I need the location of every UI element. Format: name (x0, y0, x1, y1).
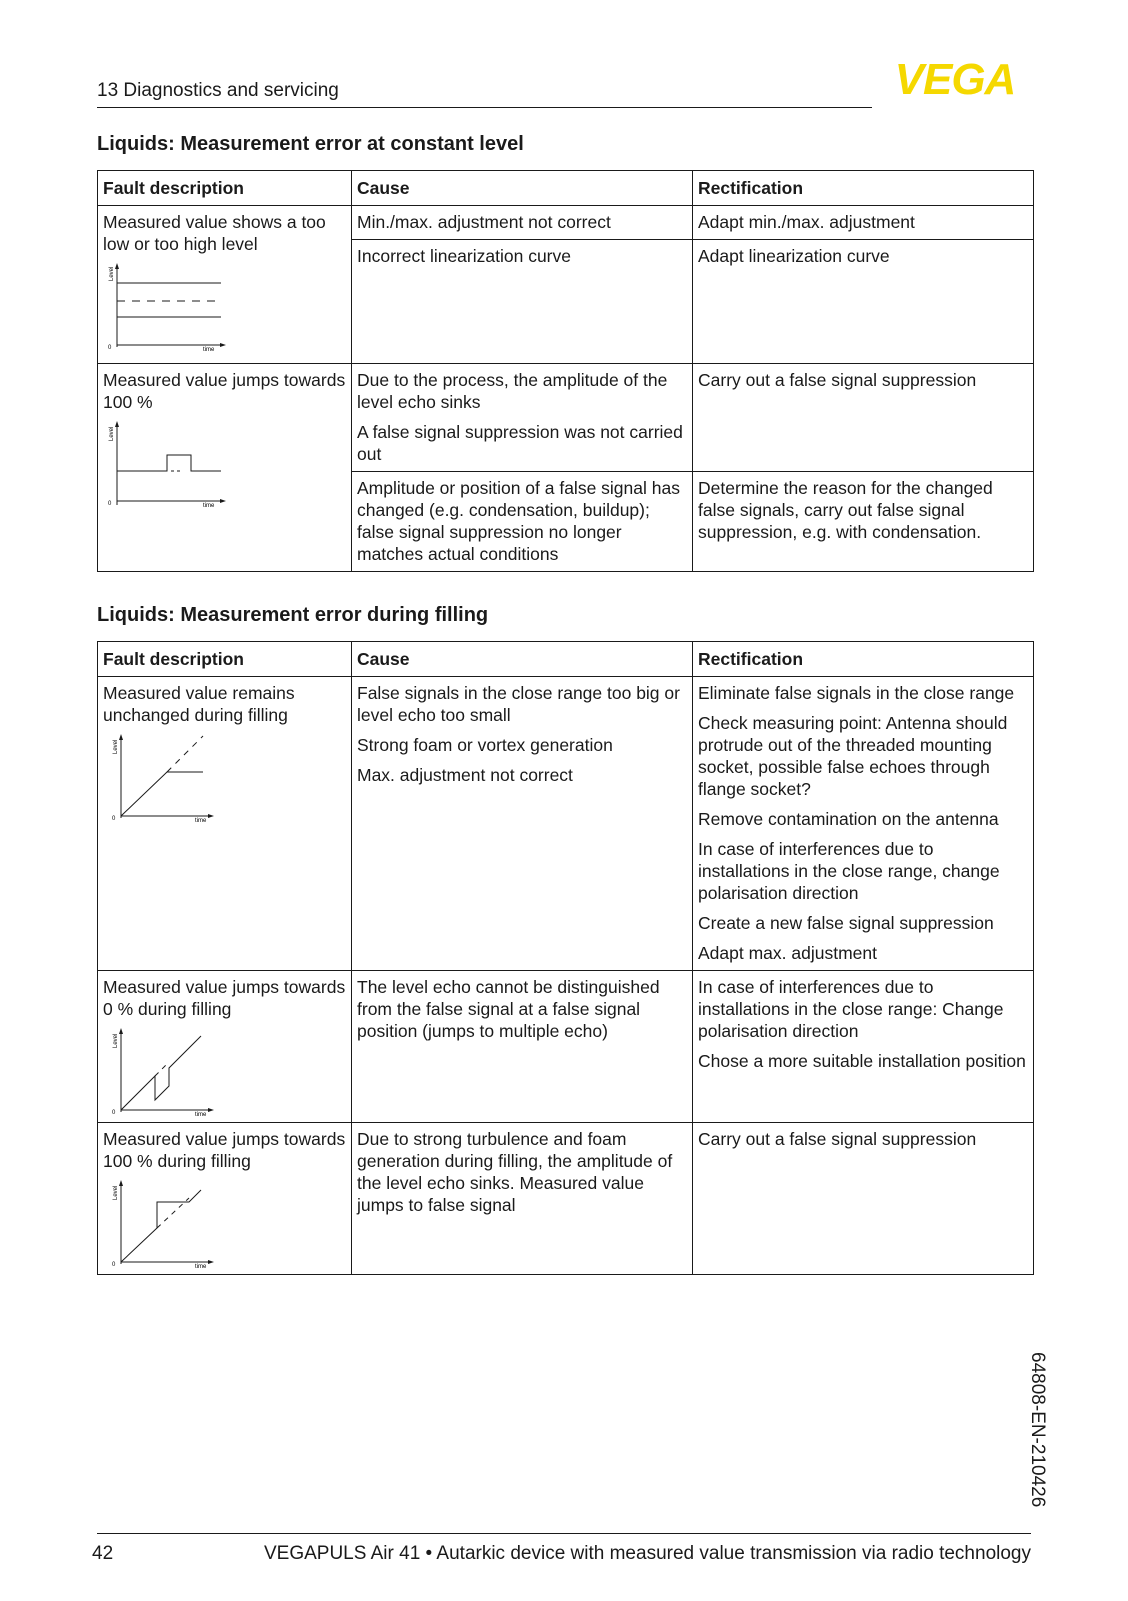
axis-label-time: time (195, 1112, 207, 1116)
axis-label-time: time (195, 1264, 207, 1268)
section-title-constant-level: Liquids: Measurement error at constant level (97, 133, 524, 155)
header-rule (97, 107, 872, 108)
vega-logo (879, 60, 1031, 98)
rectification-cell (693, 971, 1034, 1123)
fault-cell (98, 677, 352, 971)
document-id: 64808-EN-210426 (1027, 1352, 1048, 1508)
cause-text: Max. adjustment not correct (357, 765, 573, 785)
rectification-cell (693, 240, 1034, 364)
fault-description: Measured value shows a too low or too high level (103, 212, 326, 254)
header-title: 13 Diagnostics and servicing (97, 80, 339, 101)
cause-cell (352, 472, 693, 572)
fault-description: Measured value jumps towards 100 % (103, 370, 346, 412)
diagram-constant-level (103, 259, 228, 351)
footer-text: VEGAPULS Air 41 • Autarkic device with measured value transmission via radio technology (263, 1543, 1031, 1564)
fault-cell (98, 364, 352, 572)
rectification-text: Chose a more suitable installation position (698, 1051, 1026, 1071)
cause-cell (352, 677, 693, 971)
table-row (98, 971, 1034, 1123)
cause-cell (352, 971, 693, 1123)
fault-description: Measured value remains unchanged during filling (103, 683, 295, 725)
column-header-fault: Fault description (98, 171, 352, 206)
diagram-filling-jump-100 (103, 1176, 228, 1268)
rectification-text: Carry out a false signal suppression (698, 1129, 977, 1149)
cause-text: Incorrect linearization curve (357, 246, 571, 266)
cause-text: A false signal suppression was not carried out (357, 422, 683, 464)
cause-text: The level echo cannot be distinguished from the false signal at a false signal position (jumps to multiple echo) (357, 977, 660, 1041)
cause-text: Min./max. adjustment not correct (357, 212, 611, 232)
rectification-text: Carry out a false signal suppression (698, 370, 977, 390)
rectification-text: Adapt linearization curve (698, 246, 890, 266)
axis-label-level: Level (109, 426, 115, 441)
cause-cell (352, 240, 693, 364)
axis-origin: 0 (112, 1110, 116, 1116)
footer-rule (97, 1533, 1031, 1534)
rectification-cell (693, 206, 1034, 240)
fault-cell (98, 206, 352, 364)
cause-text: Strong foam or vortex generation (357, 735, 613, 755)
column-header-rectification: Rectification (693, 171, 1034, 206)
rectification-text: Eliminate false signals in the close range (698, 683, 1015, 703)
logo-text: VEGA (894, 60, 1016, 98)
rectification-cell (693, 472, 1034, 572)
table-constant-level (97, 170, 1034, 572)
fault-cell (98, 971, 352, 1123)
table-row (98, 1123, 1034, 1275)
rectification-cell (693, 1123, 1034, 1275)
axis-label-level: Level (113, 739, 119, 754)
rectification-text: In case of interferences due to installations in the close range: Change polarisation direction (698, 977, 1004, 1041)
axis-label-level: Level (109, 266, 115, 281)
rectification-cell (693, 364, 1034, 472)
fault-description: Measured value jumps towards 0 % during filling (103, 977, 346, 1019)
rectification-text: Adapt min./max. adjustment (698, 212, 915, 232)
rectification-text: Remove contamination on the antenna (698, 809, 999, 829)
column-header-rectification: Rectification (693, 642, 1034, 677)
axis-label-time: time (203, 347, 215, 351)
fault-description: Measured value jumps towards 100 % during filling (103, 1129, 346, 1171)
rectification-text: Adapt max. adjustment (698, 943, 877, 963)
table-row (98, 677, 1034, 971)
cause-cell (352, 364, 693, 472)
cause-cell (352, 1123, 693, 1275)
table-row (98, 206, 1034, 240)
diagram-jump-to-100 (103, 417, 228, 509)
cause-text: Amplitude or position of a false signal has changed (e.g. condensation, buildup); false signal suppression no longer matches actual conditions (357, 478, 680, 564)
axis-label-level: Level (113, 1185, 119, 1200)
axis-origin: 0 (112, 1262, 116, 1268)
column-header-cause: Cause (352, 171, 693, 206)
axis-label-level: Level (113, 1033, 119, 1048)
axis-origin: 0 (108, 501, 112, 507)
table-row (98, 364, 1034, 472)
table-filling (97, 641, 1034, 1275)
cause-cell (352, 206, 693, 240)
cause-text: Due to strong turbulence and foam generation during filling, the amplitude of the level echo sinks. Measured value jumps to false signal (357, 1129, 673, 1215)
rectification-text: Determine the reason for the changed false signals, carry out false signal suppression, e.g. with condensation. (698, 478, 993, 542)
axis-origin: 0 (112, 816, 116, 822)
rectification-cell (693, 677, 1034, 971)
page-number: 42 (92, 1543, 114, 1564)
rectification-text: Check measuring point: Antenna should protrude out of the threaded mounting socket, possible false echoes through flange socket? (698, 713, 1008, 799)
axis-origin: 0 (108, 345, 112, 351)
cause-text: False signals in the close range too big or level echo too small (357, 683, 680, 725)
cause-text: Due to the process, the amplitude of the level echo sinks (357, 370, 668, 412)
axis-label-time: time (203, 503, 215, 509)
axis-label-time: time (195, 818, 207, 822)
section-title-filling: Liquids: Measurement error during filling (97, 604, 489, 626)
column-header-cause: Cause (352, 642, 693, 677)
column-header-fault: Fault description (98, 642, 352, 677)
table-header-row (98, 171, 1034, 206)
diagram-filling-jump-0 (103, 1024, 228, 1116)
diagram-filling-unchanged (103, 730, 228, 822)
fault-cell (98, 1123, 352, 1275)
table-header-row (98, 642, 1034, 677)
rectification-text: In case of interferences due to installations in the close range, change polarisation direction (698, 839, 1000, 903)
rectification-text: Create a new false signal suppression (698, 913, 994, 933)
